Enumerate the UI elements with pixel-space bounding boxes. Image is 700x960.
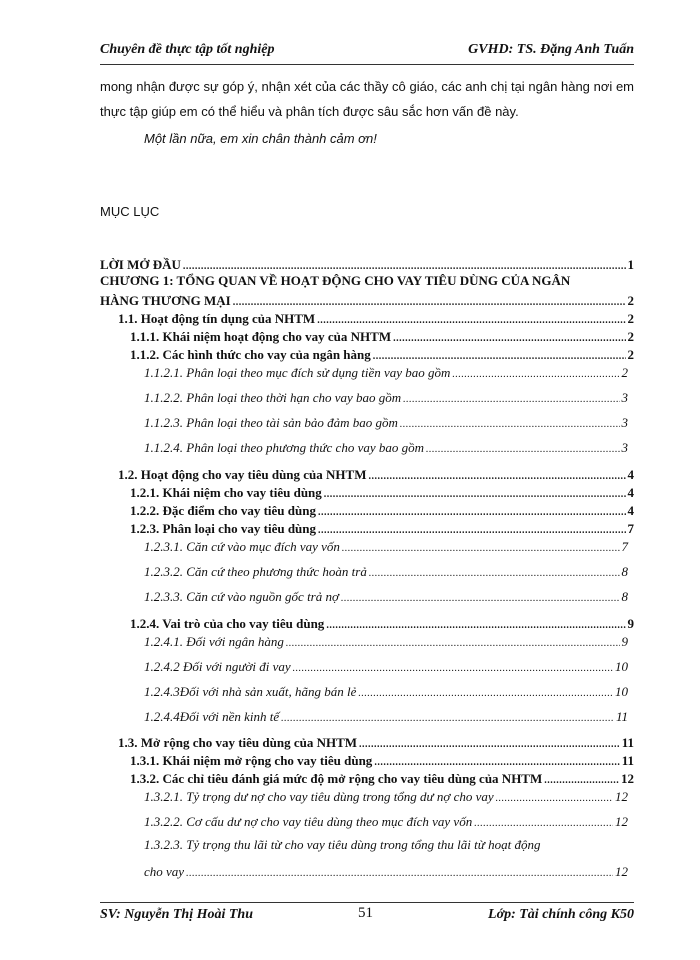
toc-entry-text: 1.1. Hoạt động tín dụng của NHTM: [118, 311, 316, 326]
toc-entry-page: 4: [627, 467, 634, 482]
dot-leader: [341, 593, 620, 605]
toc-entry-text: 1.1.2.2. Phân loại theo thời hạn cho vay bao gồm: [144, 390, 402, 405]
dot-leader: [233, 297, 626, 309]
toc-entry-text: 1.2.4.4Đối với nền kinh tế: [144, 709, 280, 724]
toc-entry-text: 1.2.2. Đặc điểm cho vay tiêu dùng: [130, 503, 316, 518]
toc-entry-page: 3: [621, 415, 628, 430]
thanks-line: Một lần nữa, em xin chân thành cảm ơn!: [144, 131, 377, 146]
toc-entry[interactable]: [100, 587, 634, 605]
toc-entry-page: 2: [627, 329, 634, 344]
toc-entry-text: 1.1.1. Khái niệm hoạt động cho vay của NHTM: [130, 329, 392, 344]
dot-leader: [368, 471, 625, 483]
toc-entry[interactable]: [100, 501, 634, 519]
toc-entry-text: 1.2. Hoạt động cho vay tiêu dùng của NHTM: [118, 467, 367, 482]
toc-entry-page: 12: [615, 864, 628, 879]
toc-entry-page: 12: [615, 789, 628, 804]
dot-leader: [318, 507, 626, 519]
toc-entry[interactable]: [100, 657, 634, 675]
toc-entry-page: 1: [627, 257, 634, 272]
toc-entry[interactable]: [100, 682, 634, 700]
dot-leader: [281, 713, 614, 725]
toc-entry-page: 2: [621, 365, 628, 380]
footer-class: Lớp: Tài chính công K50: [488, 907, 634, 922]
intro-text: [100, 74, 634, 151]
toc-entry[interactable]: [100, 862, 634, 880]
toc-entry-text: 1.2.1. Khái niệm cho vay tiêu dùng: [130, 485, 322, 500]
dot-leader: [374, 757, 619, 769]
toc-entry-page: 12: [621, 771, 634, 786]
toc-entry[interactable]: [100, 363, 634, 381]
toc-entry[interactable]: [100, 812, 634, 830]
toc-entry-page: 12: [615, 814, 628, 829]
toc-entry-page: 2: [627, 293, 634, 308]
toc-entry[interactable]: [100, 733, 634, 751]
toc-entry[interactable]: [100, 309, 634, 327]
dot-leader: [393, 333, 625, 345]
dot-leader: [373, 351, 626, 363]
toc-entry-page: 2: [627, 311, 634, 326]
toc-entry[interactable]: [100, 707, 634, 725]
toc-entry-text: 1.2.4. Vai trò của cho vay tiêu dùng: [130, 616, 325, 631]
dot-leader: [474, 818, 613, 830]
toc-entry-text: 1.1.2.1. Phân loại theo mục đích sử dụng tiền vay bao gồm: [144, 365, 451, 380]
toc-entry[interactable]: [100, 769, 634, 787]
dot-leader: [426, 444, 620, 456]
toc-entry-page: 11: [621, 753, 634, 768]
toc-entry[interactable]: [100, 291, 634, 309]
dot-leader: [359, 739, 620, 751]
dot-leader: [183, 261, 626, 273]
dot-leader: [317, 315, 625, 327]
toc-entry[interactable]: [100, 388, 634, 406]
toc-heading: MỤC LỤC: [100, 204, 160, 219]
toc-entry-text: HÀNG THƯƠNG MẠI: [100, 293, 231, 308]
toc-entry-text: 1.1.2.3. Phân loại theo tài sản bảo đảm bao gồm: [144, 415, 398, 430]
toc-entry-text: 1.2.3.2. Căn cứ theo phương thức hoàn trả: [144, 564, 367, 579]
toc-entry[interactable]: [100, 537, 634, 555]
toc-entry-page: 2: [627, 347, 634, 362]
toc-entry-page: 8: [621, 589, 628, 604]
toc-entry[interactable]: [100, 632, 634, 650]
toc-entry-page: 10: [615, 684, 628, 699]
toc-entry-page: 7: [621, 539, 628, 554]
toc-entry-page: 9: [621, 634, 628, 649]
dot-leader: [318, 525, 625, 537]
toc-entry-text: 1.3. Mở rộng cho vay tiêu dùng của NHTM: [118, 735, 358, 750]
toc-entry-page: 10: [615, 659, 628, 674]
intro-paragraph: mong nhận được sự góp ý, nhận xét của các thầy cô giáo, các anh chị tại ngân hàng nơi em thực tập giúp em có thể hiểu và phân tích được sâu sắc hơn vấn đề này.: [100, 79, 634, 119]
toc-entry[interactable]: [100, 413, 634, 431]
dot-leader: [358, 688, 613, 700]
toc-entry-page: 3: [621, 390, 628, 405]
dot-leader: [496, 793, 613, 805]
toc-entry-text: 1.2.3.3. Căn cứ vào nguồn gốc trả nợ: [144, 589, 339, 604]
dot-leader: [403, 394, 619, 406]
toc-entry-text: 1.2.4.3Đối với nhà sản xuất, hãng bán lẻ: [144, 684, 357, 699]
toc-entry[interactable]: [100, 345, 634, 363]
toc-entry-text: 1.2.4.2 Đối với người đi vay: [144, 659, 291, 674]
toc-entry-text: 1.2.3. Phân loại cho vay tiêu dùng: [130, 521, 317, 536]
toc-entry[interactable]: [100, 255, 634, 273]
toc-entry-text: 1.1.2.4. Phân loại theo phương thức cho vay bao gồm: [144, 440, 424, 455]
toc-entry-text: 1.2.4.1. Đối với ngân hàng: [144, 634, 284, 649]
toc-entry-page: 3: [621, 440, 628, 455]
toc-entry[interactable]: [100, 614, 634, 632]
dot-leader: [293, 663, 613, 675]
dot-leader: [342, 543, 620, 555]
toc-entry-text: LỜI MỞ ĐẦU: [100, 257, 181, 272]
toc-entry-page: 9: [627, 616, 634, 631]
toc-entry-line1[interactable]: CHƯƠNG 1: TỔNG QUAN VỀ HOẠT ĐỘNG CHO VAY TIÊU DÙNG CỦA NGÂN: [100, 273, 571, 288]
toc-entry-line1[interactable]: 1.3.2.3. Tỷ trọng thu lãi từ cho vay tiêu dùng trong tổng thu lãi từ hoạt động: [144, 837, 541, 852]
dot-leader: [186, 868, 613, 880]
toc-entry-page: 11: [621, 735, 634, 750]
toc-entry-text: 1.3.1. Khái niệm mở rộng cho vay tiêu dùng: [130, 753, 373, 768]
toc-entry-page: 11: [615, 709, 628, 724]
toc-entry-text: 1.1.2. Các hình thức cho vay của ngân hàng: [130, 347, 371, 362]
dot-leader: [324, 489, 626, 501]
header-title: Chuyên đề thực tập tốt nghiệp: [100, 42, 275, 57]
toc-entry-text: cho vay: [144, 864, 185, 879]
page-header: [100, 40, 634, 65]
toc-entry-text: 1.3.2.1. Tỷ trọng dư nợ cho vay tiêu dùng trong tổng dư nợ cho vay: [144, 789, 494, 804]
toc-entry-page: 4: [627, 485, 634, 500]
header-supervisor: GVHD: TS. Đặng Anh Tuấn: [468, 42, 634, 57]
toc-entry[interactable]: [100, 483, 634, 501]
toc-entry[interactable]: [100, 787, 634, 805]
dot-leader: [326, 620, 625, 632]
dot-leader: [369, 568, 620, 580]
toc-entry-text: 1.3.2. Các chỉ tiêu đánh giá mức độ mở rộng cho vay tiêu dùng của NHTM: [130, 771, 543, 786]
dot-leader: [286, 638, 620, 650]
toc-entry-text: 1.2.3.1. Căn cứ vào mục đích vay vốn: [144, 539, 340, 554]
dot-leader: [400, 419, 620, 431]
footer-student: SV: Nguyễn Thị Hoài Thu: [100, 907, 253, 922]
dot-leader: [452, 369, 619, 381]
toc-entry[interactable]: [100, 519, 634, 537]
toc-entry[interactable]: [100, 465, 634, 483]
toc-entry[interactable]: [100, 438, 634, 456]
toc-entry-page: 4: [627, 503, 634, 518]
toc-entry[interactable]: [100, 562, 634, 580]
dot-leader: [544, 775, 619, 787]
toc-entry-page: 8: [621, 564, 628, 579]
toc-entry-page: 7: [627, 521, 634, 536]
toc-entry[interactable]: [100, 327, 634, 345]
footer-page-number: 51: [358, 905, 373, 921]
toc-entry-text: 1.3.2.2. Cơ cấu dư nợ cho vay tiêu dùng theo mục đích vay vốn: [144, 814, 473, 829]
toc-entry[interactable]: [100, 751, 634, 769]
page-footer: [100, 902, 634, 927]
